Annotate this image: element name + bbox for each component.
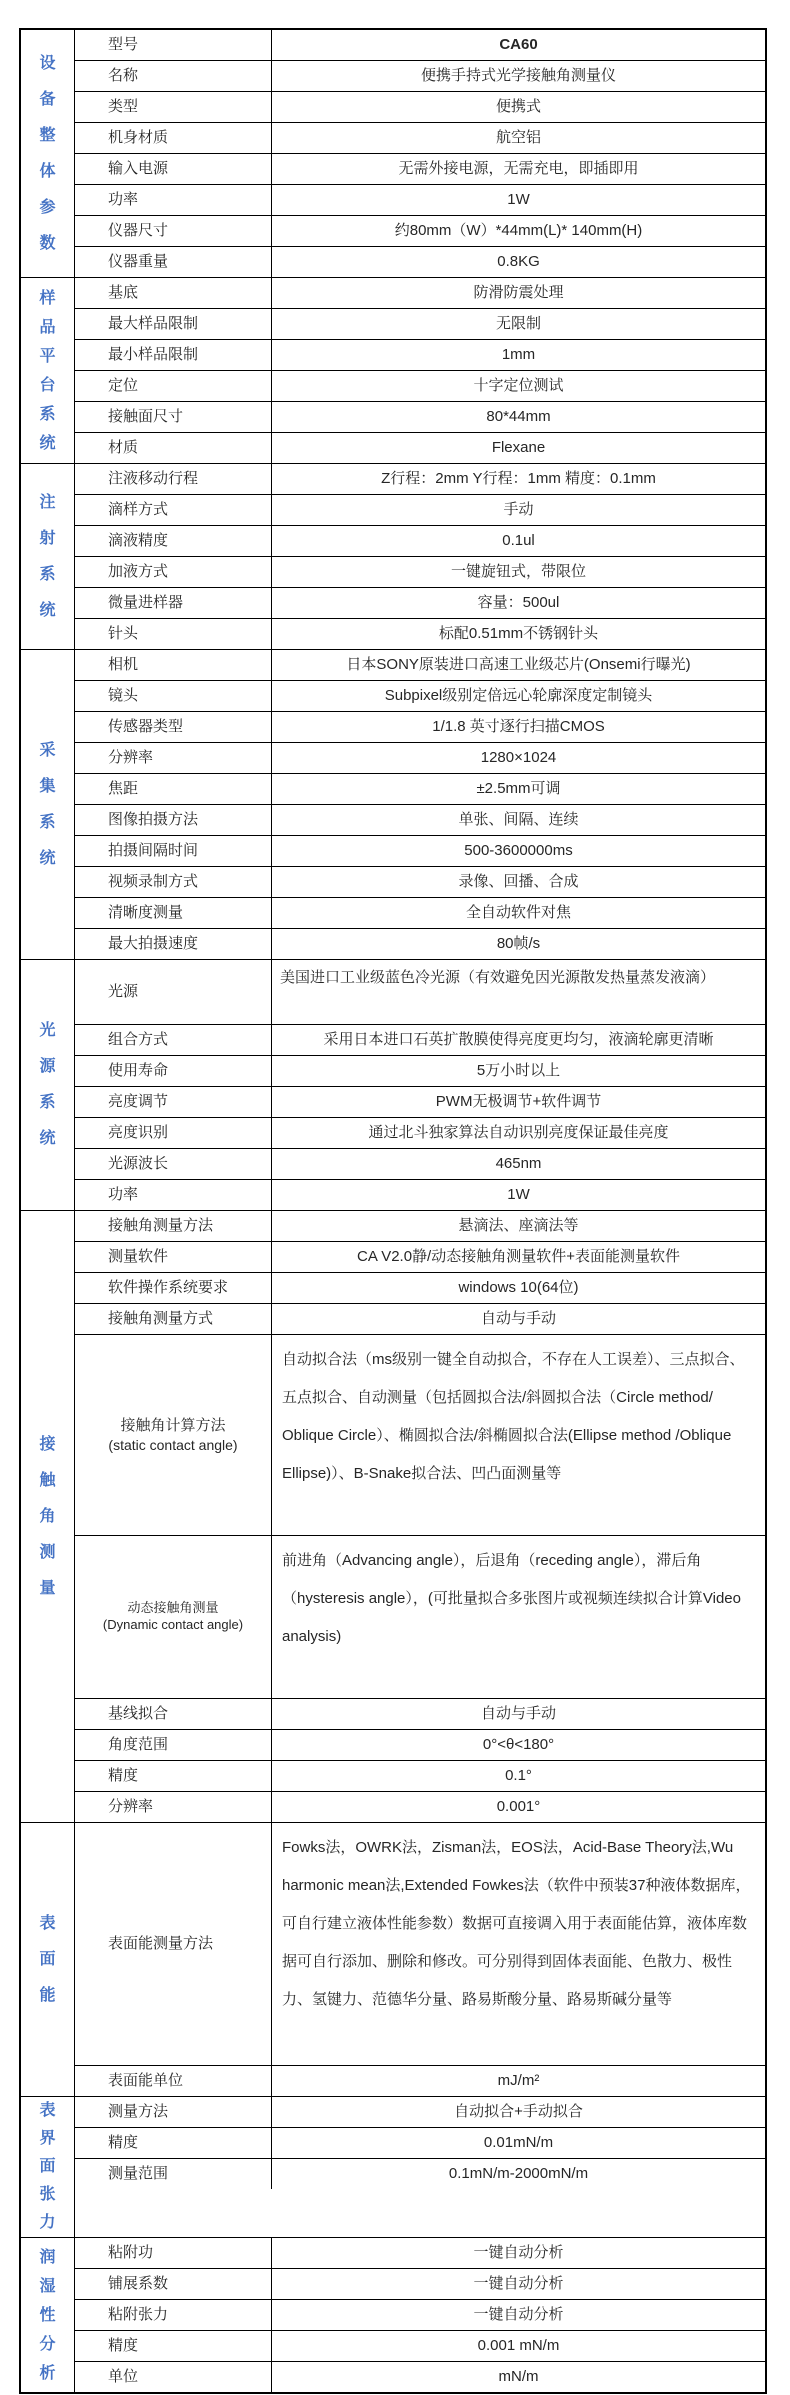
section-rows <box>75 30 765 277</box>
category-char: 射 <box>39 529 56 547</box>
spec-row <box>75 681 765 712</box>
category-char: 面 <box>39 2158 56 2175</box>
param-value: 无需外接电源，无需充电，即插即用 <box>398 160 639 178</box>
spec-row <box>75 743 765 774</box>
spec-row <box>75 836 765 867</box>
param-label: 表面能单位 <box>75 2066 272 2096</box>
category-char: 统 <box>39 1130 56 1147</box>
spec-row <box>75 2097 765 2128</box>
category-char: 张 <box>39 2186 56 2203</box>
param-label: 微量进样器 <box>75 588 272 618</box>
spec-row <box>75 1304 765 1335</box>
param-value: 通过北斗独家算法自动识别亮度保证最佳亮度 <box>368 1124 669 1142</box>
param-value: 自动拟合法（ms级别一键全自动拟合，不存在人工误差）、三点拟合、五点拟合、自动测量（包括圆拟合法/斜圆拟合法（Circle method/ Oblique Circle）、椭圆拟合法/斜椭圆拟合法(Ellipse method /Oblique Ellipse)）、B-Snake拟合法、凹凸面测量等 <box>282 1351 745 1482</box>
spec-row <box>75 1761 765 1792</box>
param-value: 0.01mN/m <box>483 2134 554 2152</box>
section-rows <box>75 464 765 649</box>
param-label: 表面能测量方法 <box>75 1823 272 2065</box>
param-value: 航空铝 <box>495 129 541 147</box>
category-label <box>39 485 55 629</box>
param-value: 自动与手动 <box>480 1310 556 1328</box>
section-wettability <box>21 2238 765 2392</box>
param-label: 类型 <box>75 92 272 122</box>
param-value: 便携式 <box>495 98 541 116</box>
category-char: 平 <box>39 347 56 365</box>
param-label-line1: 接触角计算方法 <box>120 1417 226 1435</box>
category-char: 分 <box>39 2335 56 2353</box>
section-injection-system <box>21 464 765 650</box>
param-label: 最大拍摄速度 <box>75 929 272 959</box>
param-value: 约80mm（W）*44mm(L)* 140mm(H) <box>394 222 643 240</box>
param-label: 光源 <box>75 960 272 1024</box>
param-label: 精度 <box>75 2128 272 2158</box>
param-label: 注液移动行程 <box>75 464 272 494</box>
category-char: 测 <box>39 1543 56 1561</box>
param-value: 0.1ul <box>502 532 535 550</box>
param-value: 80*44mm <box>486 408 551 426</box>
spec-row <box>75 960 765 1025</box>
param-label: 材质 <box>75 433 272 463</box>
param-label: 镜头 <box>75 681 272 711</box>
param-label: 接触角测量方式 <box>75 1304 272 1334</box>
section-surface-energy <box>21 1823 765 2097</box>
param-value: 录像、回播、合成 <box>458 873 579 891</box>
param-value: 单张、间隔、连续 <box>458 811 579 829</box>
spec-row <box>75 650 765 681</box>
param-label: 使用寿命 <box>75 1056 272 1086</box>
category-char: 样 <box>39 289 56 307</box>
category-char: 备 <box>39 90 56 108</box>
category-label <box>39 1906 55 2014</box>
spec-row <box>75 1118 765 1149</box>
param-value: 全自动软件对焦 <box>465 904 571 922</box>
spec-row <box>75 154 765 185</box>
category-char: 光 <box>39 1022 56 1039</box>
param-label: 针头 <box>75 619 272 649</box>
param-label: 机身材质 <box>75 123 272 153</box>
param-label: 拍摄间隔时间 <box>75 836 272 866</box>
param-value: ±2.5mm可调 <box>476 780 561 798</box>
param-value: 5万小时以上 <box>476 1062 561 1080</box>
spec-row <box>75 371 765 402</box>
param-label: 定位 <box>75 371 272 401</box>
category-char: 数 <box>39 234 56 252</box>
section-rows <box>75 960 765 1210</box>
spec-row <box>75 526 765 557</box>
category-char: 系 <box>39 813 56 831</box>
category-char: 注 <box>39 493 56 511</box>
param-value: mN/m <box>498 2368 539 2386</box>
param-label: 测量软件 <box>75 1242 272 1272</box>
spec-row <box>75 92 765 123</box>
category-char: 体 <box>39 162 56 180</box>
section-contact-angle <box>21 1211 765 1823</box>
param-label: 测量方法 <box>75 2097 272 2127</box>
spec-row <box>75 2159 765 2189</box>
param-label: 精度 <box>75 2331 272 2361</box>
category-cell-interfacial-tension <box>21 2097 75 2237</box>
param-label: 最小样品限制 <box>75 340 272 370</box>
spec-row <box>75 185 765 216</box>
category-char: 力 <box>39 2214 56 2231</box>
param-value: 标配0.51mm不锈钢针头 <box>438 625 599 643</box>
param-label: 仪器重量 <box>75 247 272 277</box>
param-label: 输入电源 <box>75 154 272 184</box>
category-cell-light-source <box>21 960 75 1210</box>
param-value: 1280×1024 <box>480 749 557 767</box>
section-sample-platform <box>21 278 765 464</box>
spec-row <box>75 1211 765 1242</box>
category-char: 析 <box>39 2364 56 2382</box>
spec-row <box>75 495 765 526</box>
category-cell-contact-angle <box>21 1211 75 1822</box>
param-value: 采用日本进口石英扩散膜使得亮度更均匀，液滴轮廓更清晰 <box>323 1031 714 1049</box>
category-char: 表 <box>39 2102 56 2119</box>
spec-row <box>75 1536 765 1699</box>
param-value: mJ/m² <box>497 2072 540 2090</box>
spec-row <box>75 2362 765 2392</box>
category-char: 润 <box>39 2248 56 2266</box>
spec-row <box>75 712 765 743</box>
section-acquisition-system <box>21 650 765 960</box>
category-char: 统 <box>39 601 56 619</box>
spec-row <box>75 1335 765 1536</box>
param-value: 80帧/s <box>496 935 541 953</box>
param-label: 软件操作系统要求 <box>75 1273 272 1303</box>
category-char: 设 <box>39 54 56 72</box>
category-label <box>39 2097 55 2237</box>
spec-row <box>75 1025 765 1056</box>
param-label: 测量范围 <box>75 2159 272 2189</box>
param-value: CA60 <box>499 36 538 54</box>
param-value: PWM无极调节+软件调节 <box>435 1093 602 1111</box>
param-label: 仪器尺寸 <box>75 216 272 246</box>
param-value: 1W <box>507 191 530 209</box>
category-label <box>39 1013 55 1157</box>
param-label: 功率 <box>75 185 272 215</box>
spec-row <box>75 464 765 495</box>
param-label: 亮度调节 <box>75 1087 272 1117</box>
param-label: 光源波长 <box>75 1149 272 1179</box>
spec-row <box>75 278 765 309</box>
param-label: 精度 <box>75 1761 272 1791</box>
param-value: Flexane <box>491 439 546 457</box>
param-value: 日本SONY原装进口高速工业级芯片(Onsemi行曝光) <box>346 656 691 674</box>
spec-row <box>75 433 765 463</box>
spec-row <box>75 61 765 92</box>
category-char: 系 <box>39 1094 56 1111</box>
category-char: 源 <box>39 1058 56 1075</box>
category-cell-acquisition-system <box>21 650 75 959</box>
spec-row <box>75 1823 765 2066</box>
param-value: Subpixel级别定倍远心轮廓深度定制镜头 <box>384 687 653 705</box>
category-cell-injection-system <box>21 464 75 649</box>
spec-row <box>75 2238 765 2269</box>
param-value: 465nm <box>495 1155 542 1173</box>
category-char: 接 <box>39 1435 56 1453</box>
spec-row <box>75 805 765 836</box>
param-value: 0.1mN/m-2000mN/m <box>448 2165 589 2183</box>
category-char: 界 <box>39 2130 56 2147</box>
param-value: 悬滴法、座滴法等 <box>458 1217 579 1235</box>
param-value: 500-3600000ms <box>464 842 573 860</box>
spec-row <box>75 1273 765 1304</box>
param-value: 手动 <box>503 501 534 519</box>
param-label: 最大样品限制 <box>75 309 272 339</box>
spec-row <box>75 898 765 929</box>
param-label <box>75 1536 272 1698</box>
param-label: 清晰度测量 <box>75 898 272 928</box>
section-interfacial-tension <box>21 2097 765 2238</box>
section-rows <box>75 278 765 463</box>
param-value: 一键自动分析 <box>473 2306 564 2324</box>
param-label: 粘附功 <box>75 2238 272 2268</box>
param-label: 相机 <box>75 650 272 680</box>
param-value: 0°<θ<180° <box>482 1736 555 1754</box>
section-rows <box>75 2097 765 2237</box>
category-char: 系 <box>39 565 56 583</box>
spec-row <box>75 1056 765 1087</box>
param-value: Fowks法，OWRK法，Zisman法，EOS法，Acid-Base Theory法,Wu harmonic mean法,Extended Fowkes法（软件中预装37种液体数据库，可自行建立液体性能参数）数据可直接调入用于表面能估算，液体库数据可自行添加、删除和修改。可分别得到固体表面能、色散力、极性力、氢键力、范德华分量、路易斯酸分量、路易斯碱分量等 <box>282 1839 751 2008</box>
section-rows <box>75 1823 765 2096</box>
param-value: 容量：500ul <box>477 594 560 612</box>
param-value: 自动拟合+手动拟合 <box>454 2103 583 2121</box>
category-char: 系 <box>39 405 56 423</box>
param-label: 功率 <box>75 1180 272 1210</box>
param-value: 一键旋钮式，带限位 <box>450 563 586 581</box>
param-value: 便携手持式光学接触角测量仪 <box>420 67 616 85</box>
spec-row <box>75 867 765 898</box>
spec-row <box>75 588 765 619</box>
param-label: 组合方式 <box>75 1025 272 1055</box>
param-value: Z行程：2mm Y行程：1mm 精度：0.1mm <box>381 470 656 488</box>
category-char: 参 <box>39 198 56 216</box>
param-value: 0.001° <box>496 1798 541 1816</box>
spec-row <box>75 2300 765 2331</box>
spec-row <box>75 216 765 247</box>
category-char: 采 <box>39 741 56 759</box>
category-char: 角 <box>39 1507 56 1525</box>
category-cell-wettability <box>21 2238 75 2392</box>
section-rows <box>75 650 765 959</box>
param-label: 基线拟合 <box>75 1699 272 1729</box>
spec-row <box>75 1087 765 1118</box>
param-label-line1: 动态接触角测量 <box>127 1600 219 1616</box>
param-value: 十字定位测试 <box>473 377 564 395</box>
param-value: 前进角（Advancing angle），后退角（receding angle），滞后角（hysteresis angle），(可批量拟合多张图片或视频连续拟合计算Video analysis) <box>282 1552 741 1645</box>
spec-row <box>75 1730 765 1761</box>
category-char: 集 <box>39 777 56 795</box>
param-label: 图像拍摄方法 <box>75 805 272 835</box>
spec-row <box>75 309 765 340</box>
spec-row <box>75 340 765 371</box>
param-label: 型号 <box>75 30 272 60</box>
param-label-line2: (Dynamic contact angle) <box>102 1617 244 1632</box>
param-value: 1mm <box>501 346 536 364</box>
param-value: 1W <box>507 1186 530 1204</box>
param-label: 滴液精度 <box>75 526 272 556</box>
category-label <box>39 733 55 877</box>
category-label <box>39 2243 55 2388</box>
param-label: 单位 <box>75 2362 272 2392</box>
param-value: 自动与手动 <box>480 1705 556 1723</box>
param-label: 角度范围 <box>75 1730 272 1760</box>
param-value: 1/1.8 英寸逐行扫描CMOS <box>432 718 605 736</box>
category-char: 面 <box>39 1950 56 1968</box>
param-label: 焦距 <box>75 774 272 804</box>
param-label: 粘附张力 <box>75 2300 272 2330</box>
category-cell-device-params <box>21 30 75 277</box>
param-value: 0.8KG <box>497 253 540 271</box>
category-char: 能 <box>39 1986 56 2004</box>
param-label: 滴样方式 <box>75 495 272 525</box>
category-char: 台 <box>39 376 56 394</box>
param-label: 分辨率 <box>75 743 272 773</box>
category-cell-surface-energy <box>21 1823 75 2096</box>
spec-row <box>75 2269 765 2300</box>
param-label: 加液方式 <box>75 557 272 587</box>
category-cell-sample-platform <box>21 278 75 463</box>
spec-row <box>75 2331 765 2362</box>
param-label: 接触角测量方法 <box>75 1211 272 1241</box>
param-value: 0.001 mN/m <box>477 2337 560 2355</box>
param-value: 0.1° <box>505 1767 532 1785</box>
spec-row <box>75 1699 765 1730</box>
param-value: 一键自动分析 <box>473 2244 564 2262</box>
param-label <box>75 1335 272 1535</box>
category-char: 表 <box>39 1914 56 1932</box>
section-light-source <box>21 960 765 1211</box>
param-label-line2: (static contact angle) <box>108 1436 238 1453</box>
section-rows <box>75 1211 765 1822</box>
spec-row <box>75 123 765 154</box>
spec-table <box>19 28 767 2394</box>
param-label: 铺展系数 <box>75 2269 272 2299</box>
spec-row <box>75 774 765 805</box>
param-label: 亮度识别 <box>75 1118 272 1148</box>
spec-row <box>75 1792 765 1822</box>
category-char: 量 <box>39 1579 56 1597</box>
spec-row <box>75 557 765 588</box>
category-char: 统 <box>39 434 56 452</box>
param-label: 视频录制方式 <box>75 867 272 897</box>
spec-row <box>75 1242 765 1273</box>
param-label: 名称 <box>75 61 272 91</box>
param-value: 防滑防震处理 <box>473 284 564 302</box>
spec-row <box>75 402 765 433</box>
spec-row <box>75 1180 765 1210</box>
param-label: 传感器类型 <box>75 712 272 742</box>
spec-row <box>75 929 765 959</box>
category-char: 性 <box>39 2306 56 2324</box>
spec-row <box>75 30 765 61</box>
category-char: 湿 <box>39 2277 56 2295</box>
section-device-params <box>21 30 765 278</box>
category-label <box>39 46 55 262</box>
category-char: 整 <box>39 126 56 144</box>
category-label <box>39 1427 55 1607</box>
param-value: 无限制 <box>495 315 541 333</box>
param-value: 一键自动分析 <box>473 2275 564 2293</box>
category-char: 触 <box>39 1471 56 1489</box>
spec-row <box>75 2128 765 2159</box>
param-value: windows 10(64位) <box>458 1279 579 1297</box>
category-label <box>39 284 55 458</box>
category-char: 统 <box>39 849 56 867</box>
spec-row <box>75 2066 765 2096</box>
param-label: 接触面尺寸 <box>75 402 272 432</box>
param-label: 分辨率 <box>75 1792 272 1822</box>
param-value: 美国进口工业级蓝色冷光源（有效避免因光源散发热量蒸发液滴） <box>280 969 716 986</box>
spec-row <box>75 1149 765 1180</box>
category-char: 品 <box>39 318 56 336</box>
param-label: 基底 <box>75 278 272 308</box>
param-value: CA V2.0静/动态接触角测量软件+表面能测量软件 <box>357 1248 680 1266</box>
section-rows <box>75 2238 765 2392</box>
spec-row <box>75 619 765 649</box>
spec-row <box>75 247 765 277</box>
